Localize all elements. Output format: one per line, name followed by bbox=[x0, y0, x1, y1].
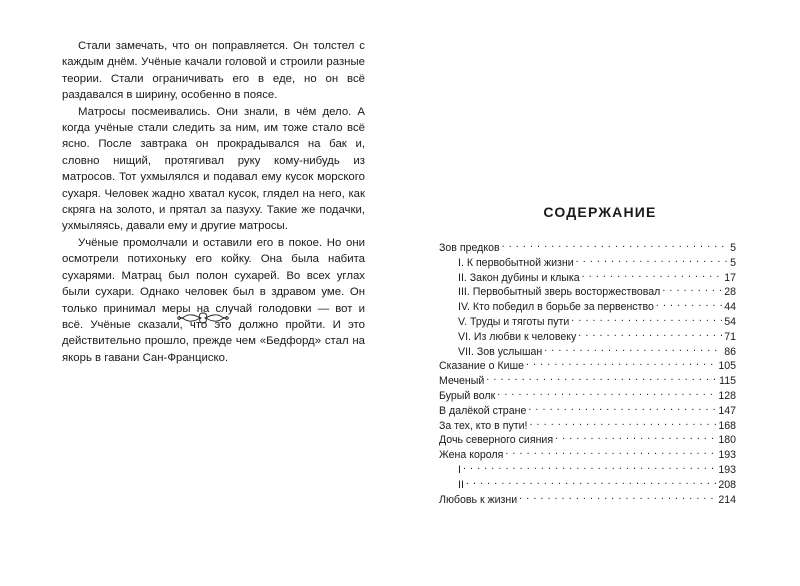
paragraph: Стали замечать, что он поправляется. Он толстел с каждым днём. Учёные качали головой и строили разные теории. Стали ограничивать его в еде, но он всё раздавался в ширину, особенно в поясе. bbox=[62, 40, 365, 102]
toc-entry-page: 147 bbox=[718, 404, 736, 417]
toc-dot-leader bbox=[519, 491, 716, 503]
toc-entry-label: IV. Кто победил в борьбе за первенство bbox=[458, 301, 654, 314]
toc-title: СОДЕРЖАНИЕ bbox=[543, 204, 657, 220]
toc-entry bbox=[439, 254, 736, 269]
toc-entry bbox=[439, 372, 736, 387]
toc-entry-page: 115 bbox=[719, 375, 736, 388]
toc-dot-leader bbox=[502, 239, 728, 251]
toc-entry-label: Сказание о Кише bbox=[439, 360, 524, 373]
toc-entry-page: 193 bbox=[718, 449, 736, 462]
toc-entry-page: 28 bbox=[724, 286, 736, 299]
toc-entry-page: 71 bbox=[724, 330, 736, 343]
toc-dot-leader bbox=[529, 417, 716, 429]
toc-entry-page: 193 bbox=[718, 463, 736, 476]
toc-entry bbox=[439, 387, 736, 402]
toc-entry-label: II. Закон дубины и клыка bbox=[458, 271, 580, 284]
toc-entry-label: Любовь к жизни bbox=[439, 493, 518, 506]
toc-entry bbox=[439, 283, 736, 298]
toc-dot-leader bbox=[528, 402, 716, 414]
toc-entry bbox=[439, 461, 736, 476]
toc-entry-page: 44 bbox=[724, 301, 736, 314]
toc-entry bbox=[439, 313, 736, 328]
toc-entry bbox=[439, 328, 736, 343]
toc-entry bbox=[439, 446, 736, 461]
toc-entry-page: 54 bbox=[724, 315, 736, 328]
toc-entry-label: Жена короля bbox=[439, 449, 504, 462]
toc-entry-page: 17 bbox=[724, 271, 736, 284]
toc-dot-leader bbox=[544, 343, 722, 355]
toc-entry-label: Дочь северного сияния bbox=[439, 434, 554, 447]
right-page bbox=[400, 0, 800, 586]
toc-entry-label: II bbox=[458, 478, 464, 491]
toc-dot-leader bbox=[526, 357, 716, 369]
toc-entry bbox=[439, 239, 736, 254]
table-of-contents bbox=[439, 239, 736, 505]
toc-entry bbox=[439, 431, 736, 446]
ornament-flourish-icon bbox=[176, 311, 230, 325]
toc-dot-leader bbox=[582, 269, 723, 281]
paragraph: Учёные промолчали и оставили его в покое. Но они осмотрели потихоньку его койку. Она была набита сухарями. Матрац был полон сухарей. Во всех углах были сухари. Однако человек был в здравом уме. Он только принимал меры на случай голодовки — вот и всё. Учёные сказали, что это должно пройти. И это действительно прошло, прежде чем «Бедфорд» стал на якорь в гавани Сан-Франциско. bbox=[62, 236, 365, 364]
toc-entry-label: Зов предков bbox=[439, 242, 500, 254]
paragraph: Матросы посмеивались. Они знали, в чём дело. А когда учёные стали следить за ним, им тоже стало всё ясно. После завтрака он прокрадывался на бак и, словно нищий, протягивал руку кому-нибудь из матросов. Тот ухмылялся и подавал ему кусок морского сухаря. Человек жадно хватал кусок, глядел на него, как скряга на золото, и прятал за пазуху. Такие же подачки, ухмыляясь, давали ему и другие матросы. bbox=[62, 105, 365, 233]
toc-entry-page: 105 bbox=[718, 360, 736, 373]
toc-entry-label: I bbox=[458, 463, 461, 476]
toc-entry-label: Бурый волк bbox=[439, 389, 496, 402]
toc-dot-leader bbox=[486, 372, 717, 384]
toc-entry bbox=[439, 343, 736, 358]
toc-entry-page: 208 bbox=[718, 478, 736, 491]
toc-dot-leader bbox=[505, 446, 716, 458]
toc-entry-label: V. Труды и тяготы пути bbox=[458, 315, 570, 328]
toc-entry-label: В далёкой стране bbox=[439, 404, 527, 417]
toc-entry-label: III. Первобытный зверь восторжествовал bbox=[458, 286, 661, 299]
toc-entry bbox=[439, 417, 736, 432]
toc-entry bbox=[439, 269, 736, 284]
toc-dot-leader bbox=[463, 461, 716, 473]
toc-entry-page: 214 bbox=[718, 493, 736, 506]
toc-dot-leader bbox=[571, 313, 722, 325]
toc-entry bbox=[439, 357, 736, 372]
toc-entry-page: 86 bbox=[724, 345, 736, 358]
toc-entry-page: 5 bbox=[730, 242, 736, 254]
toc-dot-leader bbox=[656, 298, 722, 310]
toc-entry bbox=[439, 491, 736, 506]
toc-dot-leader bbox=[555, 431, 716, 443]
toc-entry-page: 128 bbox=[718, 389, 736, 402]
toc-entry-label: Меченый bbox=[439, 375, 485, 388]
toc-dot-leader bbox=[497, 387, 716, 399]
toc-entry bbox=[439, 476, 736, 491]
toc-entry-label: VII. Зов услышан bbox=[458, 345, 543, 358]
toc-entry-page: 5 bbox=[730, 256, 736, 269]
toc-dot-leader bbox=[466, 476, 716, 488]
toc-entry-label: VI. Из любви к человеку bbox=[458, 330, 577, 343]
toc-dot-leader bbox=[576, 254, 728, 266]
toc-entry-label: За тех, кто в пути! bbox=[439, 419, 528, 432]
toc-entry bbox=[439, 298, 736, 313]
toc-dot-leader bbox=[662, 283, 722, 295]
toc-entry bbox=[439, 402, 736, 417]
toc-entry-label: I. К первобытной жизни bbox=[458, 256, 574, 269]
toc-dot-leader bbox=[578, 328, 722, 340]
toc-entry-page: 180 bbox=[718, 434, 736, 447]
toc-entry-page: 168 bbox=[718, 419, 736, 432]
